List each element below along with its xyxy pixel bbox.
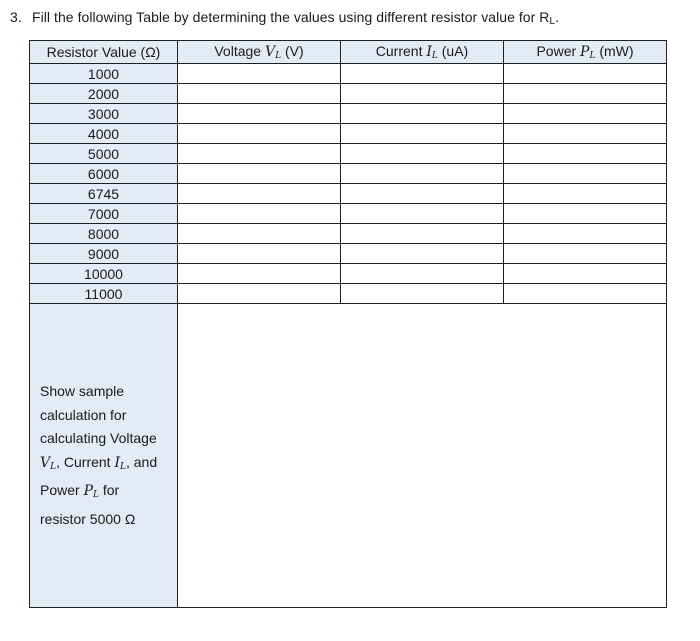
voltage-cell[interactable] xyxy=(178,244,341,264)
table-header-row xyxy=(30,41,667,64)
voltage-cell[interactable] xyxy=(178,284,341,304)
voltage-cell[interactable] xyxy=(178,204,341,224)
voltage-cell[interactable] xyxy=(178,164,341,184)
power-cell[interactable] xyxy=(504,284,667,304)
header-resistor: Resistor Value (Ω) xyxy=(30,41,178,64)
current-cell[interactable] xyxy=(341,104,504,124)
question-body: Fill the following Table by determining the values using different resistor value for R xyxy=(32,9,550,25)
resistor-value-cell: 7000 xyxy=(30,204,178,224)
current-cell[interactable] xyxy=(341,144,504,164)
table-row xyxy=(30,124,667,144)
resistor-table xyxy=(29,40,667,608)
voltage-cell[interactable] xyxy=(178,84,341,104)
table-row xyxy=(30,244,667,264)
current-cell[interactable] xyxy=(341,64,504,84)
calculation-instructions: Show sample calculation for calculating Voltage VL, Current IL, and Power PL for resistor 5000 Ω xyxy=(30,304,178,608)
table-row xyxy=(30,144,667,164)
table-row xyxy=(30,64,667,84)
resistor-value-cell: 4000 xyxy=(30,124,178,144)
question-number: 3. xyxy=(10,9,22,25)
resistor-value-cell: 3000 xyxy=(30,104,178,124)
current-cell[interactable] xyxy=(341,224,504,244)
table-row xyxy=(30,164,667,184)
resistor-value-cell: 9000 xyxy=(30,244,178,264)
current-cell[interactable] xyxy=(341,284,504,304)
power-cell[interactable] xyxy=(504,184,667,204)
calculation-answer-area[interactable] xyxy=(178,304,667,608)
table-row xyxy=(30,264,667,284)
resistor-value-cell: 11000 xyxy=(30,284,178,304)
current-cell[interactable] xyxy=(341,164,504,184)
question-text: 3. Fill the following Table by determining the values using different resistor value for $R_L$. xyxy=(10,9,560,27)
table-row xyxy=(30,184,667,204)
resistor-value-cell: 2000 xyxy=(30,84,178,104)
power-cell[interactable] xyxy=(504,124,667,144)
header-power: Power PL (mW) xyxy=(504,41,667,64)
voltage-cell[interactable] xyxy=(178,184,341,204)
power-cell[interactable] xyxy=(504,244,667,264)
current-cell[interactable] xyxy=(341,264,504,284)
resistor-value-cell: 8000 xyxy=(30,224,178,244)
resistor-value-cell: 6000 xyxy=(30,164,178,184)
power-cell[interactable] xyxy=(504,204,667,224)
current-cell[interactable] xyxy=(341,124,504,144)
power-cell[interactable] xyxy=(504,164,667,184)
calculation-row xyxy=(30,304,667,608)
power-cell[interactable] xyxy=(504,64,667,84)
power-cell[interactable] xyxy=(504,104,667,124)
voltage-cell[interactable] xyxy=(178,224,341,244)
current-cell[interactable] xyxy=(341,184,504,204)
resistor-value-cell: 5000 xyxy=(30,144,178,164)
current-cell[interactable] xyxy=(341,244,504,264)
resistor-value-cell: 10000 xyxy=(30,264,178,284)
power-cell[interactable] xyxy=(504,264,667,284)
power-cell[interactable] xyxy=(504,224,667,244)
voltage-cell[interactable] xyxy=(178,264,341,284)
table-row xyxy=(30,84,667,104)
voltage-cell[interactable] xyxy=(178,64,341,84)
voltage-cell[interactable] xyxy=(178,104,341,124)
voltage-cell[interactable] xyxy=(178,144,341,164)
header-voltage: Voltage VL (V) xyxy=(178,41,341,64)
table-row xyxy=(30,224,667,244)
table-row xyxy=(30,104,667,124)
question-subscript: L xyxy=(549,16,556,27)
header-current: Current IL (uA) xyxy=(341,41,504,64)
table-row xyxy=(30,284,667,304)
power-cell[interactable] xyxy=(504,144,667,164)
resistor-value-cell: 6745 xyxy=(30,184,178,204)
table-row xyxy=(30,204,667,224)
current-cell[interactable] xyxy=(341,84,504,104)
power-cell[interactable] xyxy=(504,84,667,104)
resistor-value-cell: 1000 xyxy=(30,64,178,84)
current-cell[interactable] xyxy=(341,204,504,224)
voltage-cell[interactable] xyxy=(178,124,341,144)
